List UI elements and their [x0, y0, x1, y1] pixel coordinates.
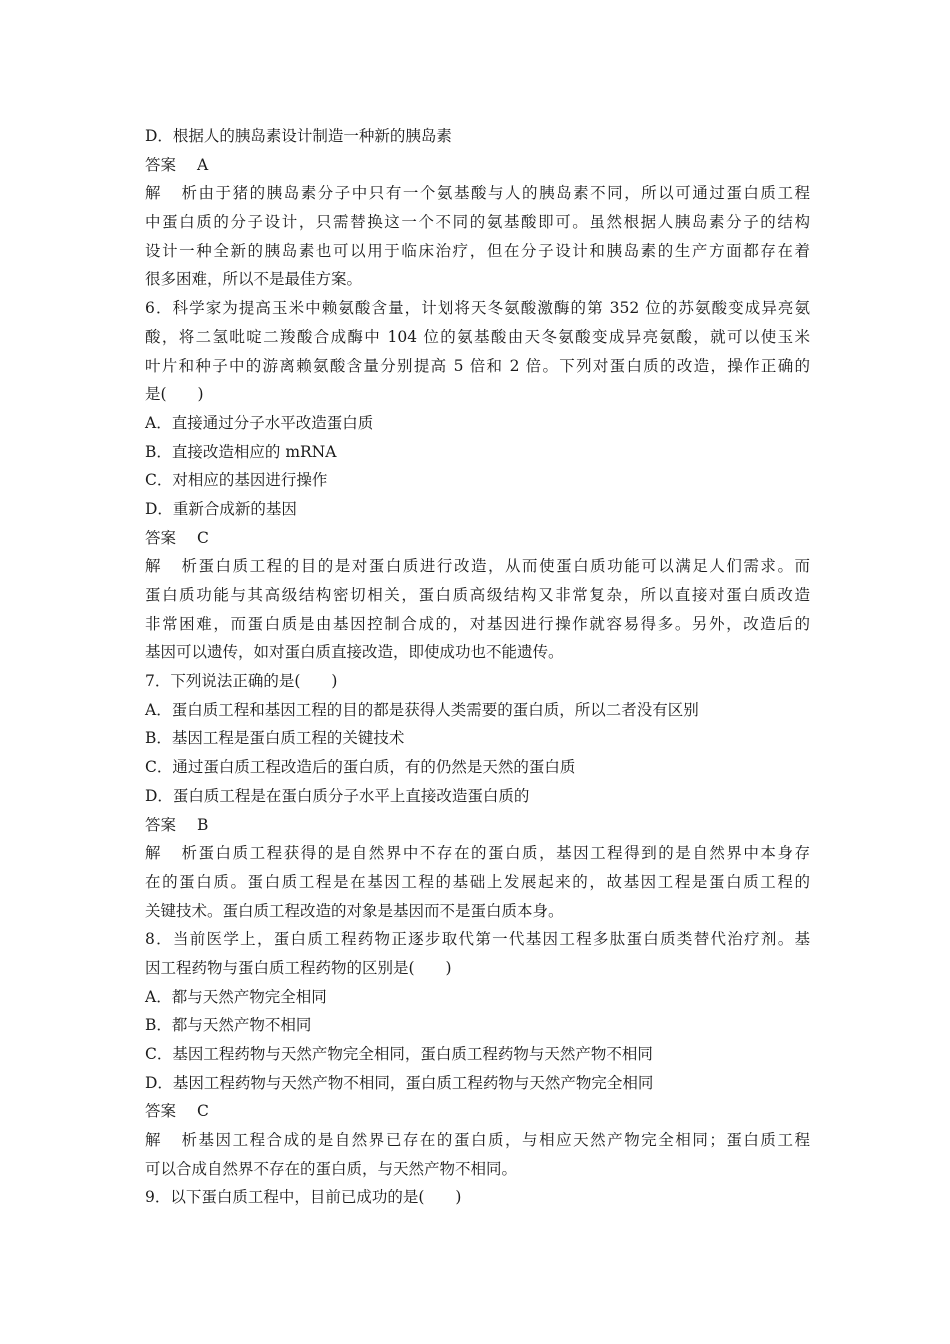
text-line: 设计一种全新的胰岛素也可以用于临床治疗，但在分子设计和胰岛素的生产方面都存在着	[145, 241, 810, 260]
answer-line	[145, 1097, 810, 1126]
answer-tag: 答案	[145, 155, 177, 174]
option-line: A．都与天然产物完全相同	[145, 987, 327, 1006]
answer-line	[145, 151, 810, 180]
option-line: A．直接通过分子水平改造蛋白质	[145, 413, 374, 432]
answer-value: C	[197, 528, 209, 547]
question-line: 因工程药物与蛋白质工程药物的区别是( )	[145, 958, 452, 977]
answer-tag: 答案	[145, 528, 177, 547]
question-line: 8．当前医学上，蛋白质工程药物正逐步取代第一代基因工程多肽蛋白质类替代治疗剂。基	[145, 930, 810, 949]
answer-value: B	[197, 815, 209, 834]
answer-tag: 答案	[145, 1102, 177, 1121]
text-line: 基因可以遗传，如对蛋白质直接改造，即使成功也不能遗传。	[145, 643, 564, 662]
text-line: 在的蛋白质。蛋白质工程是在基因工程的基础上发展起来的，故基因工程是蛋白质工程的	[145, 872, 810, 891]
answer-line	[145, 811, 810, 840]
option-line: D．基因工程药物与天然产物不相同，蛋白质工程药物与天然产物完全相同	[145, 1073, 654, 1092]
option-line: C．通过蛋白质工程改造后的蛋白质，有的仍然是天然的蛋白质	[145, 758, 576, 777]
text-line: 很多困难，所以不是最佳方案。	[145, 270, 363, 289]
question-line: 6．科学家为提高玉米中赖氨酸含量，计划将天冬氨酸激酶的第 352 位的苏氨酸变成异亮氨	[145, 299, 810, 318]
option-line: B．直接改造相应的 mRNA	[145, 442, 337, 461]
explanation-tag: 解析	[145, 1131, 197, 1150]
option-line: D．根据人的胰岛素设计制造一种新的胰岛素	[145, 127, 452, 145]
explanation-line: 解析由于猪的胰岛素分子中只有一个氨基酸与人的胰岛素不同，所以可通过蛋白质工程	[145, 179, 810, 208]
option-line: D．重新合成新的基因	[145, 499, 297, 518]
answer-value: A	[197, 155, 209, 174]
text-line: 关键技术。蛋白质工程改造的对象是基因而不是蛋白质本身。	[145, 901, 564, 920]
explanation-tag: 解析	[145, 844, 197, 863]
option-line: B．都与天然产物不相同	[145, 1016, 312, 1035]
document-page	[145, 122, 810, 1212]
question-line: 7．下列说法正确的是( )	[145, 672, 338, 691]
answer-tag: 答案	[145, 815, 177, 834]
explanation-line: 解析蛋白质工程的目的是对蛋白质进行改造，从而使蛋白质功能可以满足人们需求。而	[145, 552, 810, 581]
question-line: 酸，将二氢吡啶二羧酸合成酶中 104 位的氨基酸由天冬氨酸变成异亮氨酸，就可以使玉米	[145, 327, 810, 346]
explanation-tag: 解析	[145, 557, 197, 576]
option-line: C．对相应的基因进行操作	[145, 471, 328, 490]
text-line: 中蛋白质的分子设计，只需替换这一个不同的氨基酸即可。虽然根据人胰岛素分子的结构	[145, 213, 810, 232]
answer-value: C	[197, 1102, 209, 1121]
explanation-line: 解析蛋白质工程获得的是自然界中不存在的蛋白质，基因工程得到的是自然界中本身存	[145, 839, 810, 868]
explanation-tag: 解析	[145, 184, 197, 203]
answer-line	[145, 524, 810, 553]
text-line: 蛋白质功能与其高级结构密切相关，蛋白质高级结构又非常复杂，所以直接对蛋白质改造	[145, 586, 810, 604]
question-line: 9．以下蛋白质工程中，目前已成功的是( )	[145, 1188, 462, 1207]
question-line: 叶片和种子中的游离赖氨酸含量分别提高 5 倍和 2 倍。下列对蛋白质的改造，操作正确的	[145, 356, 810, 375]
text-line: 非常困难，而蛋白质是由基因控制合成的，对基因进行操作就容易得多。另外，改造后的	[145, 614, 810, 633]
question-line: 是( )	[145, 385, 204, 404]
option-line: B．基因工程是蛋白质工程的关键技术	[145, 729, 405, 748]
option-line: A．蛋白质工程和基因工程的目的都是获得人类需要的蛋白质，所以二者没有区别	[145, 700, 699, 719]
explanation-line: 解析基因工程合成的是自然界已存在的蛋白质，与相应天然产物完全相同；蛋白质工程	[145, 1126, 810, 1155]
option-line: D．蛋白质工程是在蛋白质分子水平上直接改造蛋白质的	[145, 786, 530, 805]
option-line: C．基因工程药物与天然产物完全相同，蛋白质工程药物与天然产物不相同	[145, 1045, 653, 1063]
text-line: 可以合成自然界不存在的蛋白质，与天然产物不相同。	[145, 1159, 518, 1178]
